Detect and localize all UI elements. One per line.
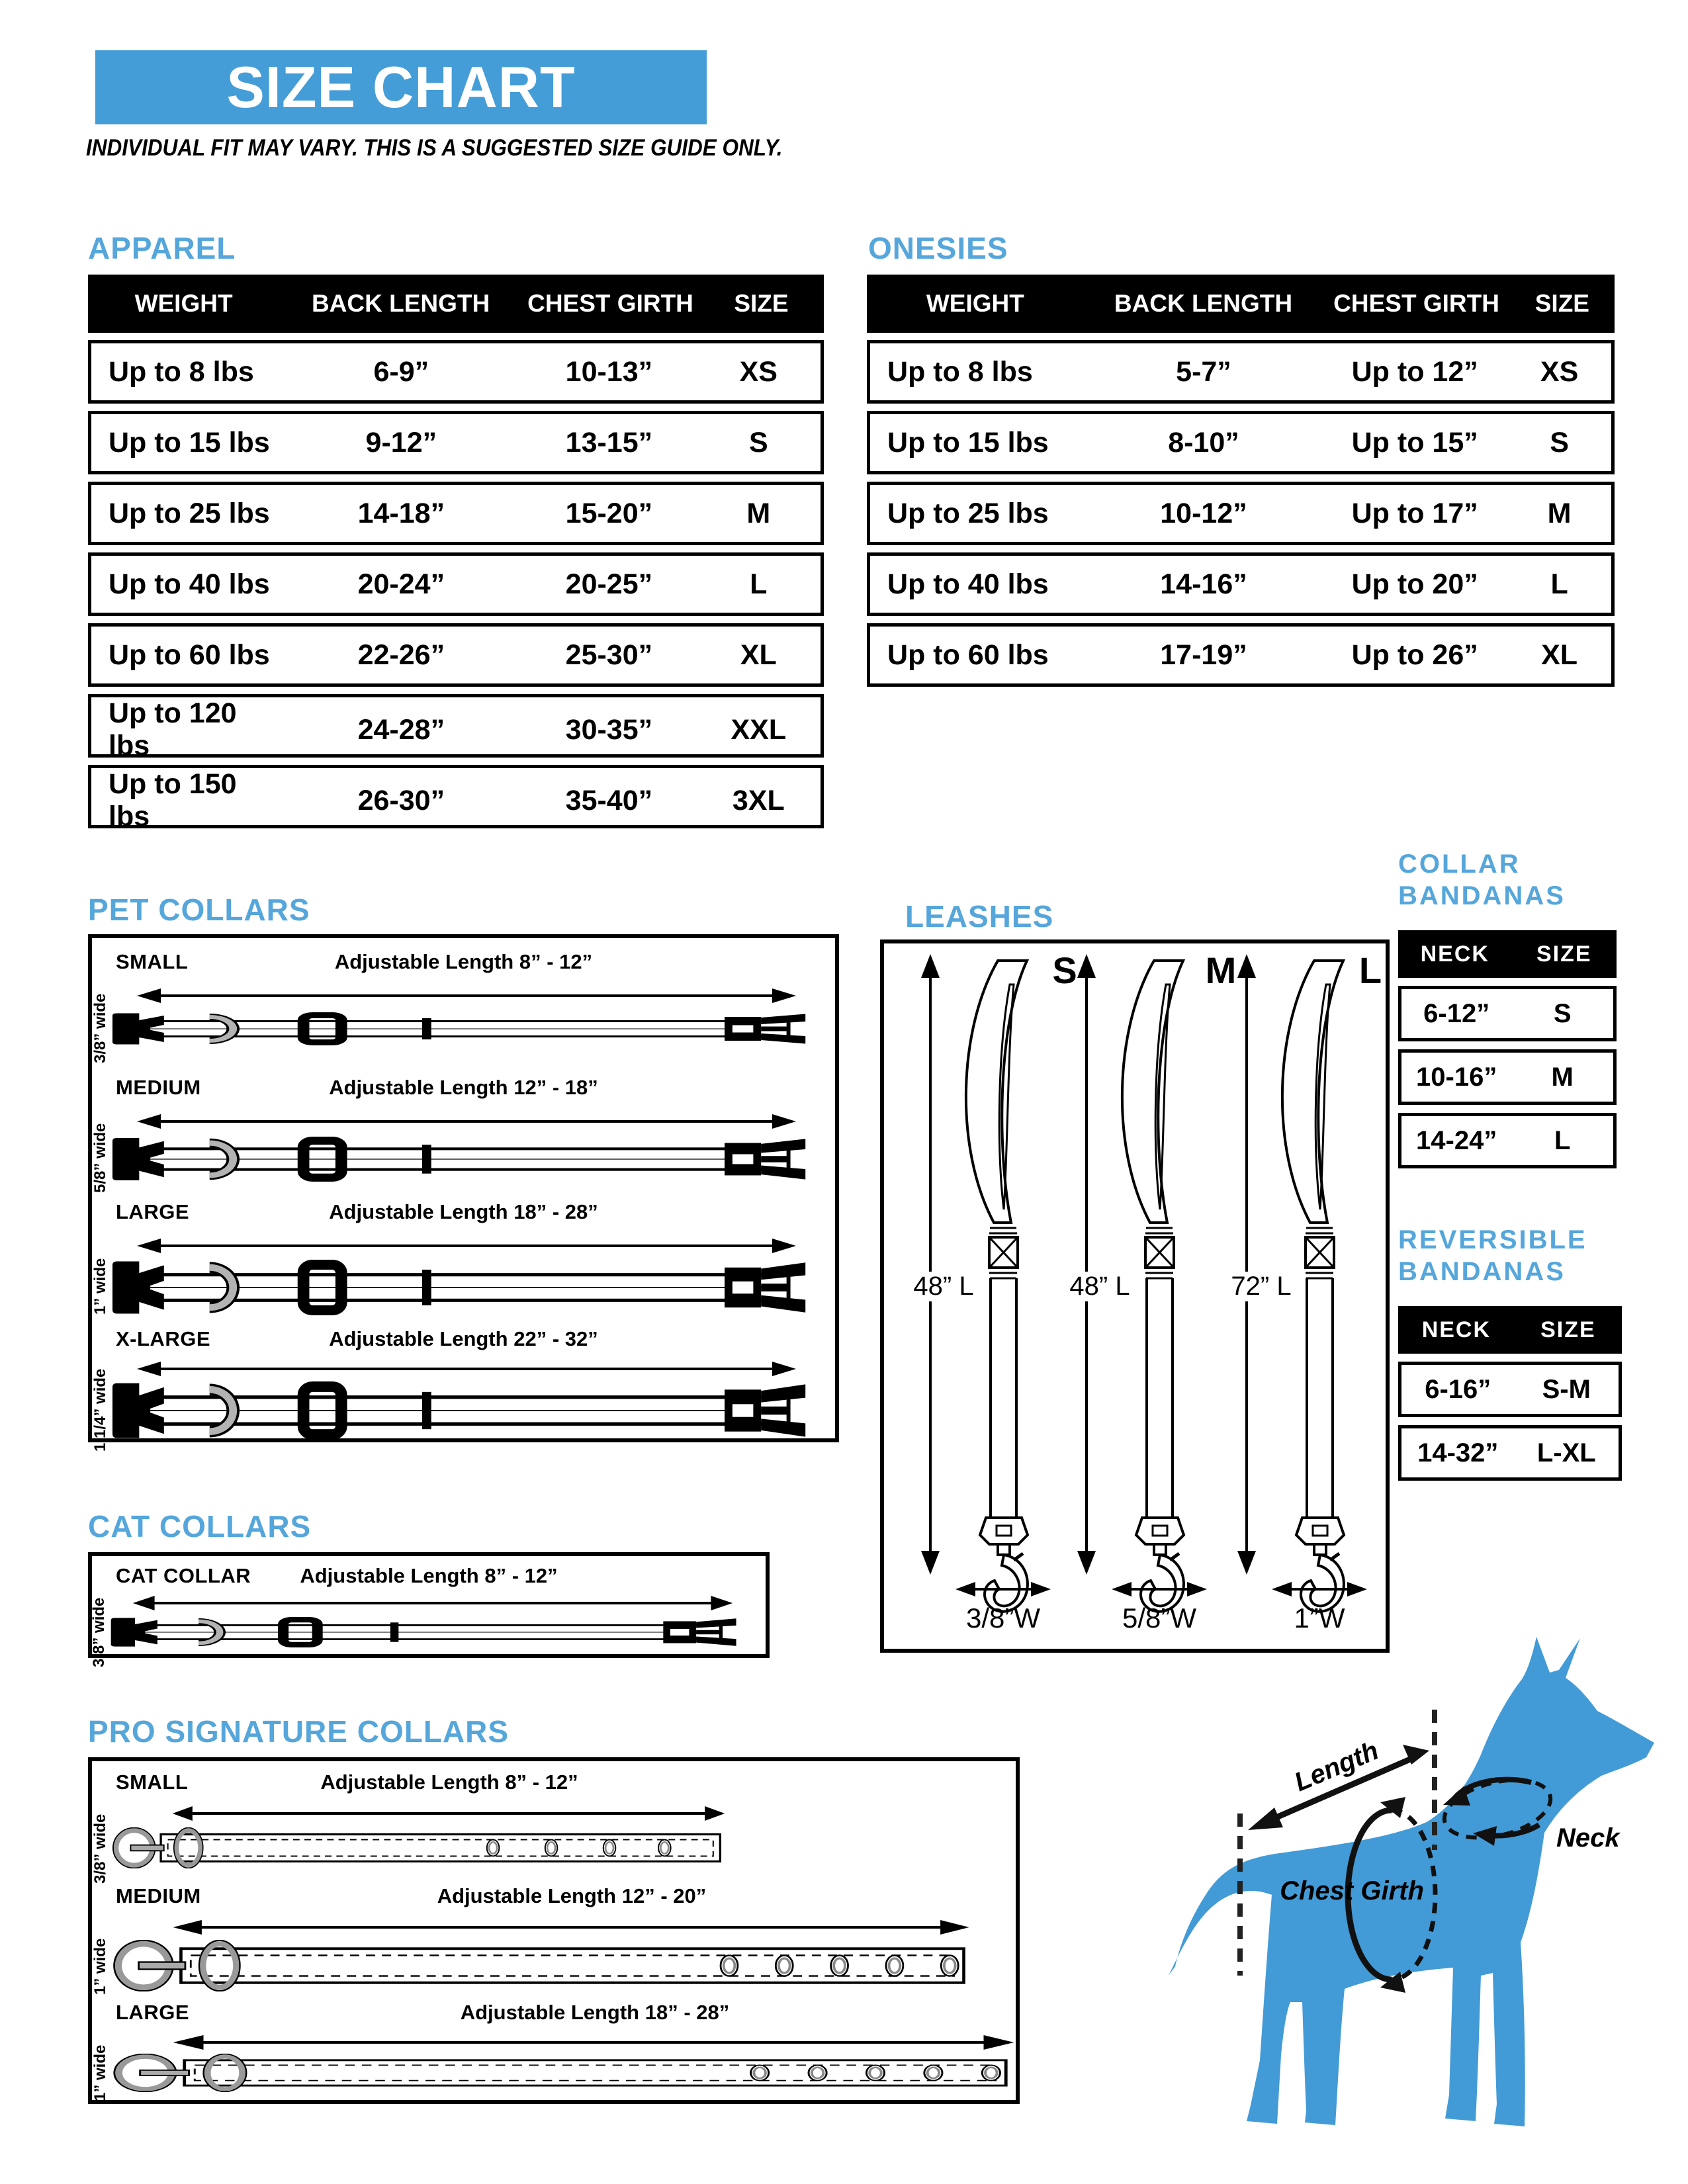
col-header: SIZE (1540, 1317, 1596, 1342)
pet-collar-medium (92, 1076, 835, 1195)
apparel-table-header (88, 275, 824, 333)
cell-neck: 14-32” (1417, 1438, 1499, 1467)
reversible-bandanas-heading (1398, 1224, 1587, 1288)
heading-line: COLLAR (1398, 850, 1521, 879)
cell-chest-girth: Up to 17” (1351, 497, 1478, 529)
cat-collars-heading: CAT COLLARS (88, 1509, 312, 1544)
collar-diagram (111, 1260, 815, 1315)
table-row (867, 340, 1615, 404)
cell-chest-girth: Up to 20” (1351, 568, 1478, 600)
cell-size: XXL (731, 713, 787, 746)
collar-size-label: SMALL (116, 1770, 189, 1794)
cell-size: L-XL (1536, 1438, 1596, 1467)
disclaimer-text: INDIVIDUAL FIT MAY VARY. THIS IS A SUGGESTED SIZE GUIDE ONLY. (86, 135, 783, 161)
collar-size-label: SMALL (116, 950, 189, 973)
dog-chest-girth-label: Chest Girth (1280, 1876, 1424, 1905)
double-arrow (136, 1113, 797, 1130)
col-header: BACK LENGTH (1114, 290, 1293, 317)
cell-weight: Up to 15 lbs (109, 426, 270, 459)
table-row (88, 623, 824, 687)
cell-back-length: 8-10” (1168, 426, 1239, 459)
cell-weight: Up to 8 lbs (109, 355, 254, 388)
table-row (867, 482, 1615, 545)
cell-size: M (1551, 1062, 1574, 1092)
apparel-heading: APPAREL (88, 231, 236, 265)
cell-back-length: 6-9” (373, 355, 429, 388)
collar-length-label: Adjustable Length 8” - 12” (300, 1564, 558, 1587)
col-header: CHEST GIRTH (527, 290, 693, 317)
table-row (88, 694, 824, 762)
collar-diagram (109, 1617, 744, 1647)
leash-length-label: 48” L (905, 1272, 982, 1301)
cell-chest-girth: 20-25” (565, 568, 653, 600)
collar-width-label: 3/8” wide (90, 1597, 108, 1667)
pro-signature-collars-box (88, 1757, 1020, 2104)
table-row (88, 340, 824, 404)
pro-collar-medium (92, 1884, 1016, 1994)
col-header: SIZE (734, 290, 789, 317)
pro-collar-diagram (111, 1827, 723, 1868)
pet-collar-large (92, 1200, 835, 1321)
double-arrow (132, 1594, 734, 1612)
cell-back-length: 5-7” (1176, 355, 1231, 388)
cell-neck: 6-12” (1423, 998, 1490, 1028)
leash-width-label: 1”W (1294, 1602, 1345, 1634)
heading-line: REVERSIBLE (1398, 1225, 1587, 1254)
cell-weight: Up to 15 lbs (887, 426, 1049, 459)
heading-line: BANDANAS (1398, 881, 1566, 910)
leashes-heading: LEASHES (905, 899, 1054, 934)
bandana-table-header (1398, 930, 1617, 978)
cell-back-length: 26-30” (357, 784, 445, 816)
cell-back-length: 17-19” (1160, 638, 1247, 671)
reversible-bandanas-table (1398, 1306, 1622, 1481)
collar-length-label: Adjustable Length 18” - 28” (329, 1200, 598, 1223)
cell-chest-girth: Up to 12” (1351, 355, 1478, 388)
collar-length-label: Adjustable Length 22” - 32” (329, 1327, 598, 1350)
cell-chest-girth: Up to 15” (1351, 426, 1478, 459)
cell-back-length: 22-26” (357, 638, 445, 671)
collar-width-label: 1” wide (91, 1938, 109, 1995)
pro-collar-diagram (111, 2054, 1010, 2092)
double-arrow (171, 2034, 1016, 2051)
pro-collar-large (91, 2001, 1016, 2101)
collar-length-label: Adjustable Length 12” - 18” (329, 1076, 598, 1099)
cell-size: L (1554, 1125, 1571, 1155)
collar-width-label: 1” wide (91, 1258, 109, 1315)
pro-collar-diagram (111, 1940, 968, 1991)
onesies-table (867, 275, 1615, 687)
col-header: NECK (1420, 941, 1489, 967)
col-header: BACK LENGTH (311, 290, 490, 317)
collar-diagram (111, 1012, 815, 1045)
apparel-table (88, 275, 824, 832)
pet-collars-box (88, 934, 839, 1452)
cell-size: M (746, 497, 771, 529)
pro-collar-small (91, 1770, 1016, 1884)
collar-size-label: MEDIUM (116, 1076, 201, 1099)
table-row (1398, 1049, 1617, 1105)
col-header: NECK (1421, 1317, 1491, 1342)
double-arrow (171, 1919, 971, 1936)
bandana-table-header (1398, 1306, 1622, 1354)
col-header: SIZE (1536, 941, 1592, 967)
title-banner (95, 50, 707, 124)
collar-diagram (111, 1381, 815, 1440)
cell-chest-girth: 15-20” (565, 497, 653, 529)
cell-size: XS (739, 355, 777, 388)
collar-size-label: CAT COLLAR (116, 1564, 251, 1587)
leashes-box (880, 939, 1390, 1653)
cell-weight: Up to 40 lbs (109, 568, 270, 600)
cell-weight: Up to 25 lbs (109, 497, 270, 529)
table-row (88, 411, 824, 474)
onesies-heading: ONESIES (868, 231, 1008, 265)
cell-size: XS (1540, 355, 1579, 388)
cell-chest-girth: 13-15” (565, 426, 653, 459)
cell-back-length: 9-12” (365, 426, 437, 459)
collar-length-label: Adjustable Length 8” - 12” (320, 1770, 578, 1794)
dog-neck-label: Neck (1556, 1823, 1620, 1853)
cat-collars-box (88, 1552, 770, 1667)
pro-signature-collars-heading: PRO SIGNATURE COLLARS (88, 1714, 510, 1749)
cell-size: 3XL (732, 784, 785, 816)
table-row (867, 623, 1615, 687)
collar-bandanas-heading (1398, 848, 1566, 912)
collar-diagram (111, 1137, 815, 1182)
leash-length-label: 48” L (1061, 1272, 1138, 1301)
cell-chest-girth: 35-40” (565, 784, 653, 816)
col-header: WEIGHT (926, 290, 1024, 317)
cell-size: S (1553, 998, 1572, 1028)
cell-weight: Up to 8 lbs (887, 355, 1033, 388)
cell-neck: 6-16” (1425, 1374, 1491, 1404)
table-row (88, 552, 824, 616)
cell-weight: Up to 120 lbs (109, 697, 237, 762)
collar-width-label: 5/8” wide (91, 1123, 109, 1193)
cell-size: M (1547, 497, 1572, 529)
collar-length-label: Adjustable Length 18” - 28” (460, 2001, 730, 2024)
cell-size: L (750, 568, 768, 600)
cell-back-length: 10-12” (1160, 497, 1247, 529)
leash-size-label: S (1052, 949, 1077, 991)
cell-chest-girth: Up to 26” (1351, 638, 1478, 671)
collar-size-label: X-LARGE (116, 1327, 210, 1350)
col-header: SIZE (1534, 290, 1589, 317)
collar-width-label: 3/8” wide (91, 993, 109, 1063)
col-header: WEIGHT (134, 290, 233, 317)
cell-back-length: 20-24” (357, 568, 445, 600)
collar-size-label: LARGE (116, 2001, 189, 2024)
table-row (88, 482, 824, 545)
col-header: CHEST GIRTH (1333, 290, 1499, 317)
collar-bandanas-table (1398, 930, 1617, 1168)
cell-weight: Up to 60 lbs (887, 638, 1049, 671)
double-arrow (136, 1360, 797, 1377)
leash-width-label: 5/8”W (1122, 1602, 1196, 1634)
table-row (1398, 1113, 1617, 1168)
cell-size: S (748, 426, 768, 459)
pet-collar-xlarge (91, 1327, 835, 1452)
cell-back-length: 14-18” (357, 497, 445, 529)
cell-weight: Up to 25 lbs (887, 497, 1049, 529)
table-row (1398, 1362, 1622, 1417)
cell-weight: Up to 60 lbs (109, 638, 270, 671)
table-row (867, 552, 1615, 616)
cell-size: S-M (1542, 1374, 1591, 1404)
cell-chest-girth: 10-13” (565, 355, 653, 388)
collar-length-label: Adjustable Length 12” - 20” (437, 1884, 707, 1907)
cell-size: XL (1541, 638, 1578, 671)
cell-chest-girth: 25-30” (565, 638, 653, 671)
cell-size: S (1550, 426, 1569, 459)
leash-width-label: 3/8”W (965, 1602, 1040, 1634)
pet-collars-heading: PET COLLARS (88, 893, 310, 927)
double-arrow (136, 987, 797, 1004)
collar-width-label: 1 1/4” wide (91, 1368, 109, 1452)
cell-neck: 10-16” (1416, 1062, 1497, 1092)
leash-size-label: L (1358, 949, 1382, 991)
cell-size: XL (740, 638, 777, 671)
dog-length-label: Length (1290, 1735, 1383, 1798)
table-row (88, 765, 824, 832)
onesies-table-header (867, 275, 1615, 333)
page-title: SIZE CHART (226, 54, 576, 120)
collar-size-label: LARGE (116, 1200, 189, 1223)
leash-length-label: 72” L (1223, 1272, 1300, 1301)
cell-weight: Up to 150 lbs (109, 768, 237, 832)
collar-width-label: 1” wide (91, 2044, 109, 2101)
collar-width-label: 3/8” wide (91, 1813, 109, 1884)
heading-line: BANDANAS (1398, 1257, 1566, 1286)
cell-size: L (1550, 568, 1568, 600)
table-row (1398, 986, 1617, 1041)
cell-neck: 14-24” (1416, 1125, 1497, 1155)
pet-collar-small (92, 950, 835, 1067)
double-arrow (171, 1805, 726, 1822)
double-arrow (136, 1237, 797, 1254)
collar-length-label: Adjustable Length 8” - 12” (334, 950, 593, 973)
cell-back-length: 14-16” (1160, 568, 1247, 600)
cell-back-length: 24-28” (357, 713, 445, 746)
cell-weight: Up to 40 lbs (887, 568, 1049, 600)
table-row (1398, 1425, 1622, 1481)
table-row (867, 411, 1615, 474)
leash-size-label: M (1205, 949, 1237, 991)
collar-size-label: MEDIUM (116, 1884, 201, 1907)
cell-chest-girth: 30-35” (565, 713, 653, 746)
